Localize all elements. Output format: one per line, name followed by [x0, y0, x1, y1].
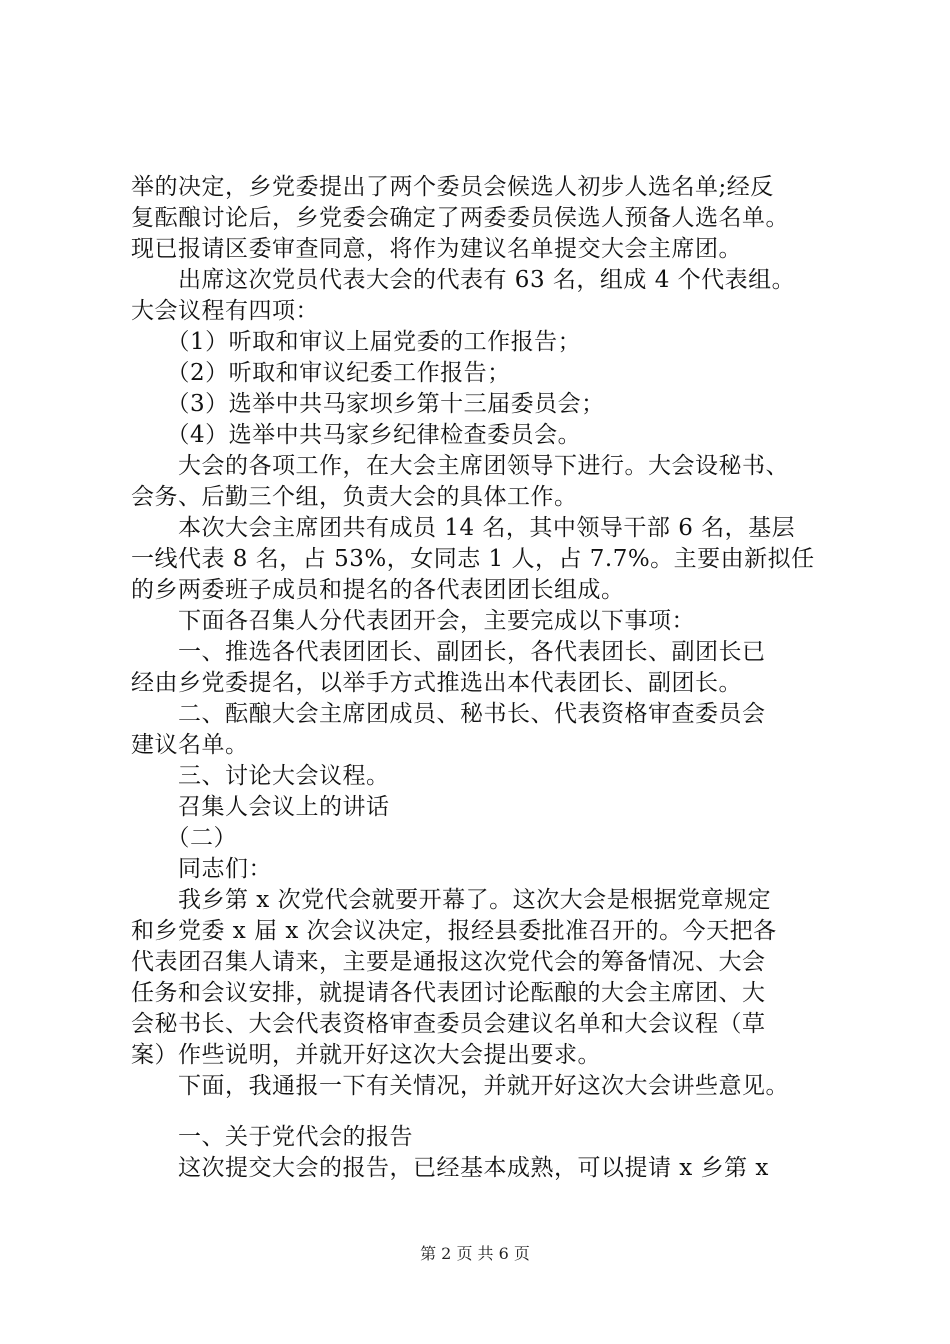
text-line: 案）作些说明，并就开好这次大会提出要求。 — [131, 1042, 601, 1068]
text-line: 经由乡党委提名，以举手方式推选出本代表团长、副团长。 — [131, 670, 742, 696]
document-body — [131, 172, 851, 1184]
text-line: 我乡第 x 次党代会就要开幕了。这次大会是根据党章规定 — [131, 887, 772, 913]
text-line: 会秘书长、大会代表资格审查委员会建议名单和大会议程（草 — [131, 1011, 766, 1037]
paragraph-gap — [131, 1102, 851, 1122]
agenda-item-3: （3）选举中共马家坝乡第十三届委员会； — [131, 391, 605, 417]
subsection-heading: 一、关于党代会的报告 — [131, 1124, 413, 1150]
agenda-item-4: （4）选举中共马家乡纪律检查委员会。 — [131, 422, 582, 448]
text-line: 建议名单。 — [131, 732, 249, 758]
page-footer: 第 2 页 共 6 页 — [420, 1244, 530, 1263]
text-line: 一线代表 8 名，占 53%，女同志 1 人，占 7.7%。主要由新拟任 — [131, 546, 815, 572]
text-line: 会务、后勤三个组，负责大会的具体工作。 — [131, 484, 578, 510]
section-number: （二） — [131, 825, 237, 851]
agenda-item-1: （1）听取和审议上届党委的工作报告； — [131, 329, 582, 355]
text-line: 下面，我通报一下有关情况，并就开好这次大会讲些意见。 — [131, 1073, 789, 1099]
text-line: 出席这次党员代表大会的代表有 63 名，组成 4 个代表组。 — [131, 267, 796, 293]
text-line: 代表团召集人请来，主要是通报这次党代会的筹备情况、大会 — [131, 949, 766, 975]
text-line: 现已报请区委审查同意，将作为建议名单提交大会主席团。 — [131, 236, 742, 262]
text-line: 三、讨论大会议程。 — [131, 763, 390, 789]
text-line: 和乡党委 x 届 x 次会议决定，报经县委批准召开的。今天把各 — [131, 918, 777, 944]
section-title: 召集人会议上的讲话 — [131, 794, 390, 820]
text-line: 的乡两委班子成员和提名的各代表团团长组成。 — [131, 577, 625, 603]
text-line: 举的决定，乡党委提出了两个委员会候选人初步人选名单;经反 — [131, 174, 774, 200]
salutation: 同志们： — [131, 856, 272, 882]
text-line: 二、酝酿大会主席团成员、秘书长、代表资格审查委员会 — [131, 701, 766, 727]
text-line: 大会的各项工作，在大会主席团领导下进行。大会设秘书、 — [131, 453, 789, 479]
text-line: 这次提交大会的报告，已经基本成熟，可以提请 x 乡第 x — [131, 1155, 769, 1181]
text-line: 下面各召集人分代表团开会，主要完成以下事项： — [131, 608, 695, 634]
text-line: 大会议程有四项： — [131, 298, 319, 324]
text-line: 一、推选各代表团团长、副团长，各代表团长、副团长已 — [131, 639, 766, 665]
text-line: 本次大会主席团共有成员 14 名，其中领导干部 6 名，基层 — [131, 515, 796, 541]
text-line: 任务和会议安排，就提请各代表团讨论酝酿的大会主席团、大 — [131, 980, 766, 1006]
agenda-item-2: （2）听取和审议纪委工作报告； — [131, 360, 511, 386]
text-line: 复酝酿讨论后，乡党委会确定了两委委员侯选人预备人选名单。 — [131, 205, 789, 231]
